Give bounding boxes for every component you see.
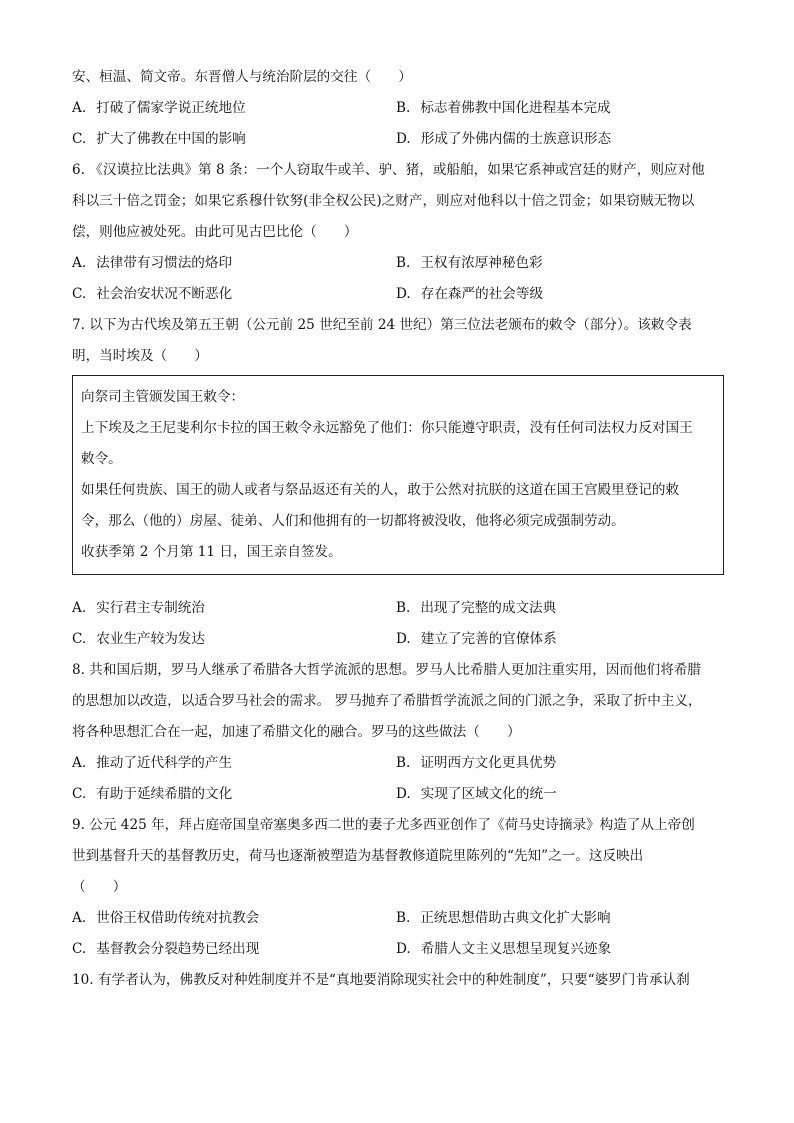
option-row [72, 748, 724, 779]
question-stem-line: 世到基督升天的基督教历史，荷马也逐渐被塑造为基督教修道院里陈列的“先知”之一。这反映出 [72, 848, 644, 864]
option-c[interactable]: C. 基督教会分裂趋势已经出现 [72, 941, 260, 957]
option-d[interactable]: D. 形成了外佛内儒的士族意识形态 [396, 131, 612, 147]
option-b[interactable]: B. 出现了完整的成文法典 [396, 600, 557, 616]
option-c[interactable]: C. 有助于延续希腊的文化 [72, 786, 233, 802]
option-b[interactable]: B. 标志着佛教中国化进程基本完成 [396, 100, 611, 116]
question-stem-line: 6. 《汉谟拉比法典》第 8 条：一个人窃取牛或羊、驴、猪，或船舶，如果它系神或宫廷的财产，则应对他 [72, 162, 705, 178]
question-6 [72, 155, 724, 310]
option-row [72, 124, 724, 155]
question-stem-line: （ ） [72, 879, 127, 895]
source-line: 向祭司主管颁发国王敕令： [81, 389, 245, 405]
option-d[interactable]: D. 建立了完善的官僚体系 [396, 631, 557, 647]
spacer [72, 575, 724, 593]
option-row [72, 934, 724, 965]
option-row [72, 903, 724, 934]
question-8 [72, 655, 724, 810]
option-c[interactable]: C. 扩大了佛教在中国的影响 [72, 131, 246, 147]
source-material-box [72, 375, 724, 575]
exam-page [72, 62, 724, 996]
option-a[interactable]: A. 打破了儒家学说正统地位 [72, 100, 246, 116]
option-row [72, 279, 724, 310]
question-stem-line: 将各种思想汇合在一起，加速了希腊文化的融合。罗马的这些做法（ ） [72, 724, 521, 740]
source-line: 上下埃及之王尼斐利尔卡拉的国王敕令永远豁免了他们：你只能遵守职责，没有任何司法权力反对国王 [81, 420, 693, 436]
option-row [72, 779, 724, 810]
option-b[interactable]: B. 王权有浓厚神秘色彩 [396, 255, 543, 271]
question-9 [72, 810, 724, 965]
option-a[interactable]: A. 世俗王权借助传统对抗教会 [72, 910, 260, 926]
source-line: 如果任何贵族、国王的勋人或者与祭品返还有关的人，敢于公然对抗朕的这道在国王宫殿里登记的敕 [81, 482, 680, 498]
question-stem-line: 9. 公元 425 年，拜占庭帝国皇帝塞奥多西二世的妻子尤多西亚创作了《荷马史诗摘录》构造了从上帝创 [72, 817, 695, 833]
question-stem-line: 8. 共和国后期，罗马人继承了希腊各大哲学流派的思想。罗马人比希腊人更加注重实用，因而他们将希腊 [72, 662, 702, 678]
option-row [72, 624, 724, 655]
option-row [72, 93, 724, 124]
source-line: 敕令。 [81, 451, 122, 467]
question-5 [72, 62, 724, 155]
option-d[interactable]: D. 存在森严的社会等级 [396, 286, 544, 302]
source-line: 令，那么（他的）房屋、徒弟、人们和他拥有的一切都将被没收，他将必须完成强制劳动。 [81, 513, 625, 529]
option-d[interactable]: D. 实现了区域文化的统一 [396, 786, 557, 802]
question-stem-line: 7. 以下为古代埃及第五王朝（公元前 25 世纪至前 24 世纪）第三位法老颁布的敕令（部分）。该敕令表 [72, 317, 692, 333]
option-d[interactable]: D. 希腊人文主义思想呈现复兴迹象 [396, 941, 612, 957]
source-line: 收获季第 2 个月第 11 日，国王亲自签发。 [81, 544, 342, 560]
question-stem-line: 10. 有学者认为，佛教反对种姓制度并不是“真地要消除现实社会中的种姓制度”，只要“婆罗门肯承认刹 [72, 972, 690, 988]
option-b[interactable]: B. 正统思想借助古典文化扩大影响 [396, 910, 611, 926]
option-a[interactable]: A. 实行君主专制统治 [72, 600, 205, 616]
question-7 [72, 310, 724, 655]
option-c[interactable]: C. 社会治安状况不断恶化 [72, 286, 233, 302]
option-a[interactable]: A. 推动了近代科学的产生 [72, 755, 233, 771]
question-stem-line: 明，当时埃及（ ） [72, 348, 208, 364]
question-stem-line: 偿，则他应被处死。由此可见古巴比伦（ ） [72, 224, 358, 240]
option-a[interactable]: A. 法律带有习惯法的烙印 [72, 255, 233, 271]
option-c[interactable]: C. 农业生产较为发达 [72, 631, 205, 647]
option-row [72, 593, 724, 624]
question-stem: 安、桓温、简文帝。东晋僧人与统治阶层的交往（ ） [72, 69, 412, 85]
option-row [72, 248, 724, 279]
question-stem-line: 科以三十倍之罚金；如果它系穆什钦努(非全权公民)之财产，则应对他科以十倍之罚金；如果窃贼无物以 [72, 193, 695, 209]
option-b[interactable]: B. 证明西方文化更具优势 [396, 755, 557, 771]
question-10 [72, 965, 724, 996]
question-stem-line: 的思想加以改造，以适合罗马社会的需求。 罗马抛弃了希腊哲学流派之间的门派之争，采取了折中主义， [72, 693, 702, 709]
